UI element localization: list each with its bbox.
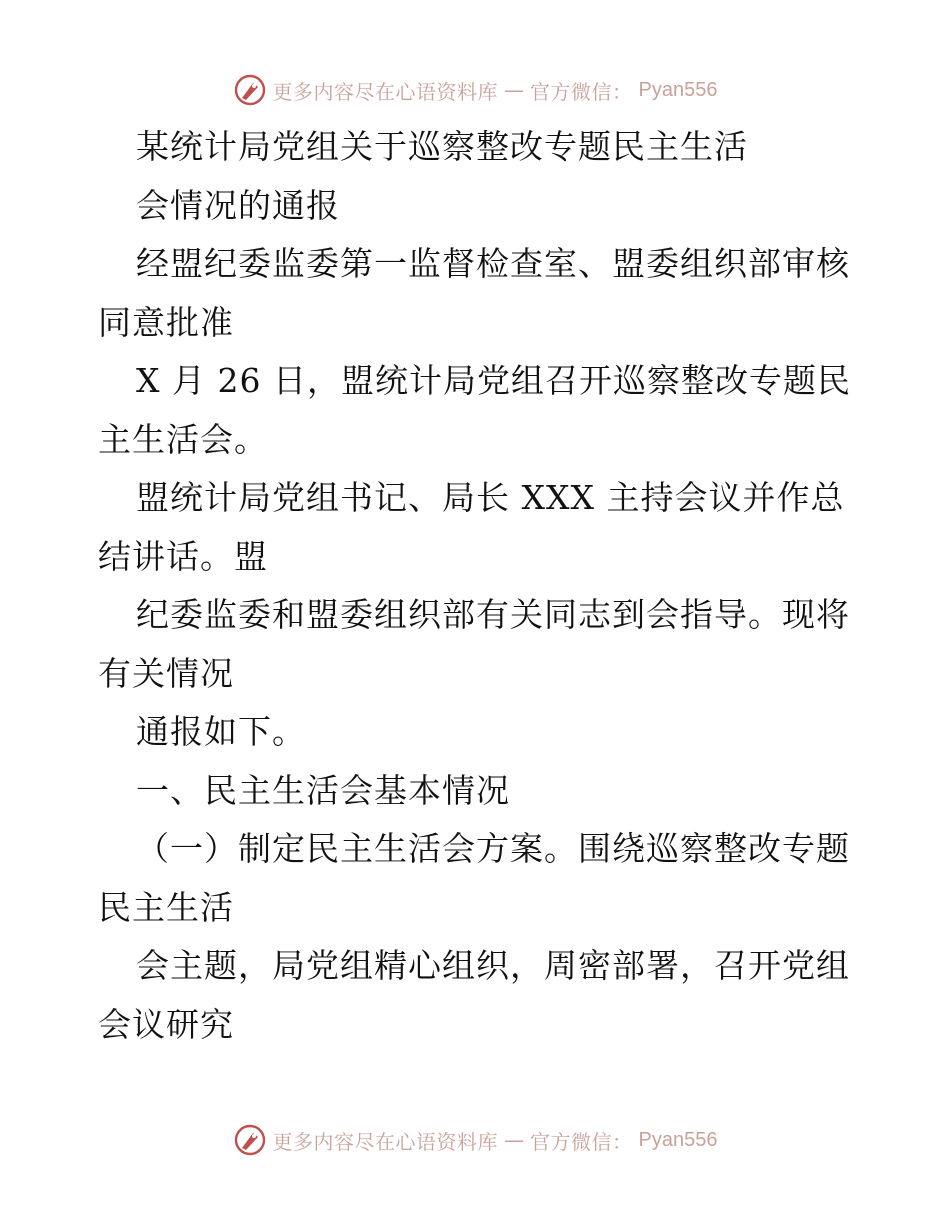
text-line: 有关情况 — [98, 653, 234, 693]
text-line: 民主生活 — [98, 887, 234, 927]
document-body — [98, 118, 858, 1054]
header-watermark — [0, 70, 950, 110]
watermark-text: 更多内容尽在心语资料库 — [272, 1129, 499, 1154]
text-line: 结讲话。盟 — [98, 536, 268, 576]
pen-nib-circle-icon — [233, 73, 267, 107]
text-line: X 月 26 日，盟统计局党组召开巡察整改专题民 — [136, 361, 851, 400]
watermark-label: 官方微信： — [530, 1129, 633, 1154]
text-line: 盟统计局党组书记、局长 XXX 主持会议并作总 — [136, 478, 845, 517]
text-line: 会情况的通报 — [136, 185, 340, 225]
section-heading: 一、民主生活会基本情况 — [136, 770, 510, 810]
text-line: 主生活会。 — [98, 419, 268, 459]
text-line: 纪委监委和盟委组织部有关同志到会指导。现将 — [136, 595, 850, 634]
text-line: 经盟纪委监委第一监督检查室、盟委组织部审核 — [136, 244, 850, 283]
watermark-id: Pyan556 — [638, 78, 718, 101]
watermark-dash: — — [504, 1128, 525, 1152]
pen-nib-circle-icon — [233, 1123, 267, 1157]
text-line: （一）制定民主生活会方案。围绕巡察整改专题 — [136, 829, 850, 868]
text-line: 同意批准 — [98, 302, 234, 342]
watermark-label: 官方微信： — [530, 79, 633, 104]
footer-watermark — [0, 1120, 950, 1160]
text-line: 通报如下。 — [136, 712, 306, 751]
text-line: 会议研究 — [98, 1004, 234, 1044]
watermark-id: Pyan556 — [638, 1128, 718, 1151]
watermark-dash: — — [504, 78, 525, 102]
text-line: 会主题，局党组精心组织，周密部署，召开党组 — [136, 946, 850, 985]
watermark-text: 更多内容尽在心语资料库 — [272, 79, 499, 104]
text-line: 某统计局党组关于巡察整改专题民主生活 — [136, 127, 748, 166]
